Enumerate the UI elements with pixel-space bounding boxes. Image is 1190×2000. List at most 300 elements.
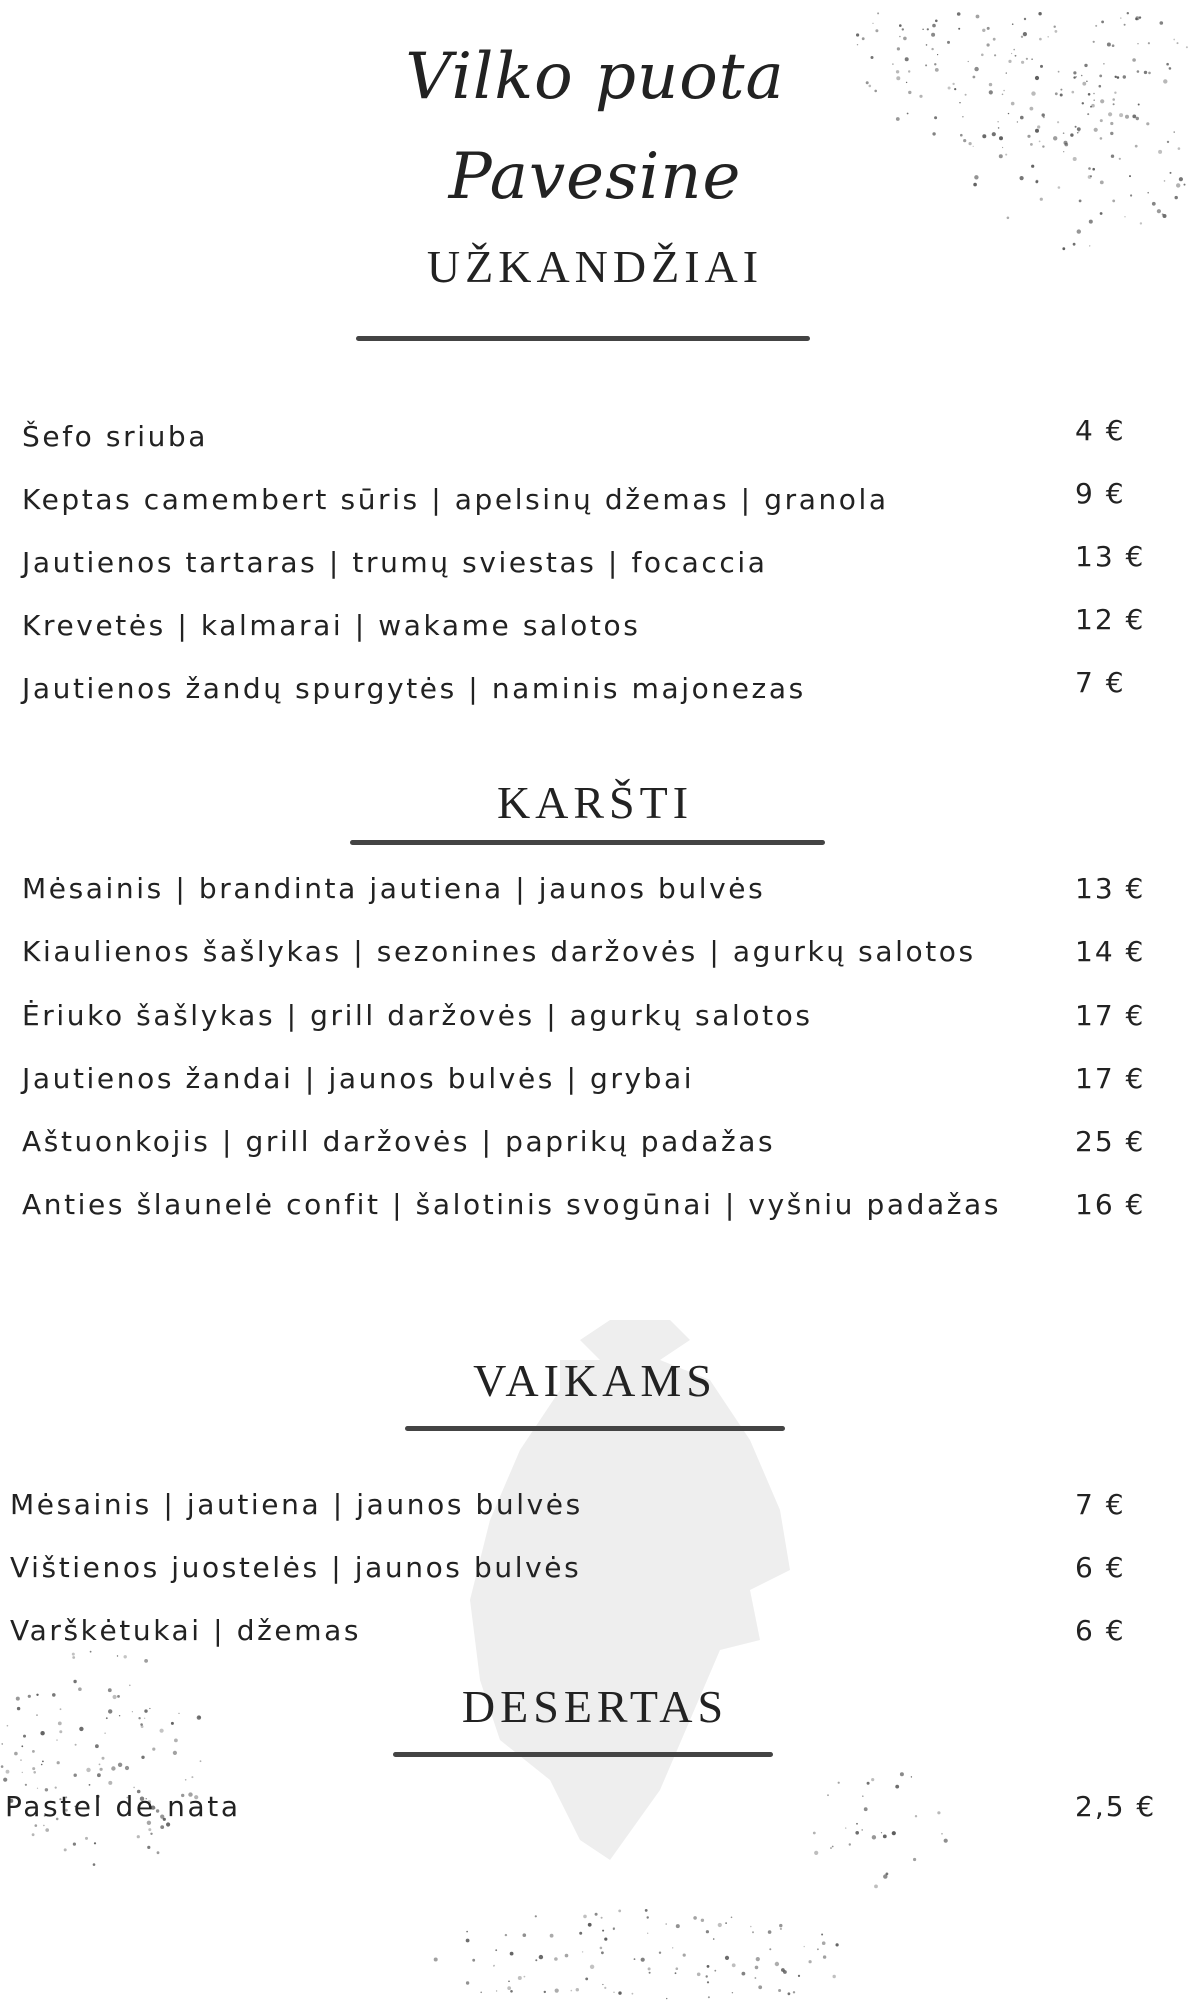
speckle-dot — [57, 1761, 60, 1764]
speckle-dot — [768, 1930, 772, 1934]
speckle-dot — [75, 1744, 77, 1746]
speckle-dot — [892, 1831, 896, 1835]
speckle-dot — [510, 1952, 514, 1956]
speckle-dot — [731, 1917, 733, 1919]
speckle-dot — [85, 1837, 88, 1840]
menu-item-price: 25 € — [1075, 1125, 1146, 1158]
speckle-dot — [775, 1962, 779, 1966]
menu-item-name: Ėriuko šašlykas | grill daržovės | agurkų salotos — [22, 999, 813, 1032]
speckle-dot — [867, 1782, 870, 1785]
speckle-dot — [779, 1924, 782, 1927]
speckle-dot — [1120, 17, 1121, 18]
speckle-dot — [845, 1827, 846, 1828]
speckle-dot — [25, 1784, 27, 1786]
speckle-dot — [595, 1913, 598, 1916]
speckle-dot — [632, 1993, 634, 1995]
speckle-dot — [493, 1965, 494, 1966]
speckle-dot — [174, 1739, 178, 1743]
speckle-dot — [659, 1952, 661, 1954]
speckle-dot — [833, 1975, 836, 1978]
speckle-dot — [649, 1972, 651, 1974]
menu-item-name: Keptas camembert sūris | apelsinų džemas | granola — [22, 483, 889, 516]
menu-item-name: Jautienos žandų spurgytės | naminis majonezas — [22, 672, 806, 705]
speckle-dot — [862, 1795, 864, 1797]
speckle-dot — [466, 1981, 469, 1984]
speckle-dot — [64, 1848, 67, 1851]
speckle-dot — [466, 1939, 470, 1943]
restaurant-name-line2: Pavesine — [448, 140, 742, 214]
speckle-dot — [86, 1768, 90, 1772]
speckle-dot — [604, 1987, 606, 1989]
speckle-dot — [725, 1956, 729, 1960]
speckle-dot — [935, 20, 938, 23]
speckle-dot — [200, 1760, 202, 1762]
speckle-dot — [1077, 132, 1079, 134]
speckle-dot — [913, 1858, 916, 1861]
speckle-dot — [466, 1931, 468, 1933]
speckle-dot — [958, 28, 960, 30]
speckle-dot — [583, 1915, 587, 1919]
speckle-dot — [22, 1772, 23, 1773]
speckle-dot — [672, 1947, 673, 1948]
speckle-dot — [539, 1955, 543, 1959]
speckle-dot — [793, 1991, 795, 1993]
speckle-dot — [755, 1966, 759, 1970]
speckle-dot — [895, 1785, 899, 1789]
speckle-dot — [809, 1960, 812, 1963]
menu-item-name: Anties šlaunelė confit | šalotinis svogūnai | vyšniu padažas — [22, 1188, 1002, 1221]
speckle-dot — [111, 1766, 115, 1770]
speckle-dot — [1101, 21, 1104, 24]
speckle-dot — [648, 1967, 651, 1970]
section-divider — [405, 1426, 785, 1431]
speckle-dot — [849, 1843, 851, 1845]
speckle-dot — [875, 29, 878, 32]
speckle-dot — [1139, 16, 1141, 18]
speckle-dot — [871, 1778, 874, 1781]
speckle-dot — [505, 1934, 507, 1936]
speckle-dot — [1125, 115, 1129, 119]
speckle-dot — [137, 1835, 140, 1838]
menu-item-name: Jautienos tartaras | trumų sviestas | focaccia — [22, 546, 768, 579]
speckle-dot — [117, 1655, 118, 1656]
speckle-dot — [675, 1972, 677, 1974]
speckle-dot — [922, 29, 923, 30]
speckle-dot — [647, 1933, 648, 1934]
speckle-dot — [1077, 127, 1081, 131]
speckle-dot — [1132, 115, 1136, 119]
speckle-dot — [718, 1923, 722, 1927]
speckle-dot — [601, 1917, 603, 1919]
menu-item-price: 13 € — [1075, 540, 1146, 573]
speckle-dot — [665, 1923, 667, 1925]
menu-item-price: 12 € — [1075, 603, 1146, 636]
speckle-dot — [645, 1909, 648, 1912]
speckle-dot — [89, 1784, 91, 1786]
speckle-dot — [732, 1963, 736, 1967]
speckle-dot — [613, 1928, 615, 1930]
section-divider — [393, 1752, 773, 1757]
speckle-dot — [152, 1748, 155, 1751]
speckle-dot — [861, 1829, 863, 1831]
speckle-dot — [1094, 128, 1098, 132]
speckle-dot — [780, 1928, 782, 1930]
speckle-dot — [647, 1916, 649, 1918]
speckle-dot — [1078, 131, 1079, 132]
speckle-dot — [95, 1744, 99, 1748]
speckle-dot — [97, 1773, 101, 1777]
speckle-dot — [508, 1981, 510, 1983]
speckle-dot — [1035, 129, 1039, 133]
speckle-dot — [872, 1835, 876, 1839]
menu-item-price: 4 € — [1075, 414, 1126, 447]
speckle-dot — [1021, 36, 1023, 38]
speckle-dot — [495, 1949, 497, 1951]
speckle-dot — [750, 1926, 752, 1928]
speckle-dot — [1017, 121, 1018, 122]
speckle-dot — [535, 1959, 537, 1961]
speckle-dot — [108, 1781, 112, 1785]
speckle-dot — [133, 1787, 135, 1789]
speckle-dot — [518, 1976, 522, 1980]
speckle-dot — [902, 28, 904, 30]
speckle-dot — [157, 1851, 160, 1854]
speckle-dot — [73, 1843, 76, 1846]
speckle-dot — [550, 1934, 554, 1938]
section-divider — [356, 336, 810, 341]
speckle-dot — [56, 1739, 57, 1740]
menu-item-price: 17 € — [1075, 1062, 1146, 1095]
speckle-dot — [769, 1948, 771, 1950]
menu-item-name: Krevetės | kalmarai | wakame salotos — [22, 609, 641, 642]
speckle-dot — [992, 132, 996, 136]
speckle-dot — [911, 1776, 912, 1777]
menu-item-name: Aštuonkojis | grill daržovės | paprikų padažas — [22, 1125, 776, 1158]
speckle-dot — [3, 1778, 7, 1782]
speckle-dot — [21, 1745, 23, 1747]
speckle-dot — [1163, 214, 1167, 218]
speckle-dot — [150, 1833, 152, 1835]
speckle-dot — [932, 24, 936, 28]
speckle-dot — [976, 15, 980, 19]
menu-item-name: Varškėtukai | džemas — [10, 1614, 362, 1647]
speckle-dot — [881, 1832, 882, 1833]
speckle-dot — [804, 1946, 805, 1947]
menu-item-name: Vištienos juostelės | jaunos bulvės — [10, 1551, 582, 1584]
speckle-dot — [1075, 126, 1077, 128]
speckle-dot — [1140, 222, 1142, 224]
speckle-dot — [1110, 132, 1113, 135]
speckle-dot — [191, 1776, 193, 1778]
speckle-dot — [676, 1967, 679, 1970]
menu-item-name: Jautienos žandai | jaunos bulvės | grybai — [22, 1062, 695, 1095]
speckle-dot — [641, 1958, 645, 1962]
speckle-dot — [43, 1825, 44, 1826]
menu-item-price: 14 € — [1075, 935, 1146, 968]
speckle-dot — [821, 1934, 823, 1936]
speckle-dot — [480, 1992, 482, 1994]
speckle-dot — [877, 12, 879, 14]
speckle-dot — [523, 1933, 527, 1937]
speckle-dot — [899, 36, 901, 38]
speckle-dot — [755, 1977, 757, 1979]
menu-item-price: 6 € — [1075, 1614, 1126, 1647]
menu-item-name: Mėsainis | jautiena | jaunos bulvės — [10, 1488, 583, 1521]
speckle-dot — [706, 1930, 709, 1933]
speckle-dot — [496, 1990, 497, 1991]
section-title-desertas: DESERTAS — [461, 1681, 729, 1732]
speckle-dot — [830, 1847, 832, 1849]
speckle-dot — [55, 1787, 57, 1789]
speckle-dot — [33, 1771, 36, 1774]
speckle-dot — [874, 1885, 878, 1889]
speckle-dot — [555, 1989, 559, 1993]
speckle-dot — [74, 1774, 77, 1777]
speckle-dot — [41, 1764, 43, 1766]
speckle-dot — [714, 1970, 716, 1972]
speckle-dot — [434, 1958, 438, 1962]
speckle-dot — [822, 1941, 826, 1945]
speckle-dot — [45, 1828, 49, 1832]
speckle-dot — [1043, 116, 1045, 118]
speckle-dot — [1055, 30, 1058, 33]
speckle-dot — [590, 1965, 594, 1969]
speckle-dot — [827, 1794, 829, 1796]
menu-item-price: 7 € — [1075, 1488, 1126, 1521]
speckle-dot — [100, 1768, 103, 1771]
speckle-dot — [725, 1922, 727, 1924]
speckle-dot — [856, 33, 859, 36]
speckle-dot — [997, 121, 998, 122]
speckle-dot — [1027, 135, 1030, 138]
speckle-dot — [588, 1923, 592, 1927]
speckle-dot — [915, 1815, 917, 1817]
speckle-dot — [896, 117, 900, 121]
speckle-dot — [102, 1757, 105, 1760]
speckle-dot — [72, 1653, 75, 1656]
speckle-dot — [1124, 24, 1126, 26]
speckle-dot — [1007, 217, 1010, 220]
speckle-dot — [982, 134, 986, 138]
speckle-dot — [1047, 36, 1049, 38]
speckle-dot — [35, 1824, 38, 1827]
speckle-dot — [582, 1951, 583, 1952]
speckle-dot — [832, 1846, 834, 1848]
menu-item-price: 17 € — [1075, 999, 1146, 1032]
speckle-dot — [742, 1972, 746, 1976]
speckle-dot — [1054, 26, 1056, 28]
speckle-dot — [960, 134, 963, 137]
speckle-dot — [1089, 220, 1093, 224]
speckle-dot — [1174, 131, 1175, 132]
speckle-dot — [32, 1833, 35, 1836]
speckle-dot — [565, 1954, 569, 1958]
speckle-dot — [788, 1992, 791, 1995]
speckle-dot — [160, 1825, 164, 1829]
speckle-dot — [1077, 229, 1081, 233]
speckle-dot — [1023, 32, 1027, 36]
speckle-dot — [713, 1938, 715, 1940]
speckle-dot — [934, 116, 937, 119]
speckle-dot — [937, 1811, 940, 1814]
speckle-dot — [602, 1930, 604, 1932]
speckle-dot — [701, 1919, 704, 1922]
speckle-dot — [613, 1992, 614, 1993]
speckle-dot — [579, 1932, 582, 1935]
speckle-dot — [1100, 119, 1103, 122]
speckle-dot — [99, 1764, 101, 1766]
speckle-dot — [855, 1831, 859, 1835]
speckle-dot — [20, 1759, 22, 1761]
speckle-dot — [783, 1970, 787, 1974]
speckle-dot — [571, 1990, 573, 1992]
speckle-dot — [756, 1957, 760, 1961]
speckle-dot — [778, 1989, 781, 1992]
speckle-dot — [93, 1863, 96, 1866]
menu-item-price: 9 € — [1075, 477, 1126, 510]
speckle-dot — [173, 1751, 177, 1755]
menu-item-name: Pastel de nata — [5, 1790, 241, 1823]
menu-item-name: Šefo sriuba — [22, 420, 209, 453]
speckle-dot — [823, 1955, 826, 1958]
section-title-vaikams: VAIKAMS — [473, 1355, 717, 1406]
speckle-dot — [707, 1981, 709, 1983]
speckle-dot — [1095, 25, 1097, 27]
section-divider — [350, 840, 825, 845]
speckle-dot — [883, 1835, 887, 1839]
speckle-dot — [927, 28, 929, 30]
speckle-dot — [932, 132, 935, 135]
speckle-dot — [1063, 132, 1065, 134]
speckle-dot — [941, 1833, 943, 1835]
speckle-dot — [697, 1973, 701, 1977]
speckle-dot — [472, 1959, 475, 1962]
speckle-dot — [118, 1763, 122, 1767]
speckle-dot — [42, 1761, 44, 1763]
speckle-dot — [666, 1998, 667, 1999]
speckle-dot — [1136, 117, 1139, 120]
speckle-dot — [707, 1965, 710, 1968]
speckle-dot — [185, 1779, 187, 1781]
speckle-dot — [708, 1996, 710, 1998]
speckle-dot — [944, 1839, 948, 1843]
speckle-dot — [1110, 122, 1113, 125]
speckle-dot — [124, 1655, 127, 1658]
speckle-dot — [836, 1943, 839, 1946]
menu-item-price: 7 € — [1075, 666, 1126, 699]
speckle-dot — [1020, 116, 1024, 120]
speckle-dot — [32, 1750, 35, 1753]
speckle-dot — [6, 1770, 10, 1774]
menu-item-price: 2,5 € — [1075, 1790, 1157, 1823]
speckle-dot — [37, 1788, 38, 1789]
speckle-dot — [962, 116, 963, 117]
speckle-dot — [1135, 16, 1139, 20]
speckle-dot — [585, 1978, 588, 1981]
speckle-dot — [900, 1772, 904, 1776]
speckle-dot — [14, 1752, 18, 1756]
speckle-dot — [931, 33, 935, 37]
speckle-dot — [1146, 122, 1149, 125]
menu-item-price: 13 € — [1075, 872, 1146, 905]
speckle-dot — [814, 1851, 818, 1855]
section-title-karsti: KARŠTI — [496, 777, 694, 828]
speckle-dot — [507, 1986, 511, 1990]
speckle-dot — [838, 1782, 840, 1784]
speckle-dot — [554, 1957, 558, 1961]
speckle-dot — [676, 1924, 680, 1928]
speckle-dot — [693, 1916, 697, 1920]
speckle-dot — [987, 27, 990, 30]
speckle-dot — [576, 1988, 579, 1991]
speckle-dot — [125, 1766, 129, 1770]
speckle-dot — [141, 1756, 144, 1759]
speckle-dot — [510, 1990, 513, 1993]
speckle-dot — [1012, 23, 1014, 25]
speckle-dot — [1070, 133, 1073, 136]
section-title-uzkandziai: UŽKANDŽIAI — [426, 241, 764, 292]
speckle-dot — [1127, 12, 1129, 14]
speckle-dot — [618, 1991, 621, 1994]
speckle-dot — [634, 1958, 636, 1960]
speckle-dot — [817, 1948, 819, 1950]
speckle-dot — [94, 1842, 96, 1844]
speckle-dot — [998, 127, 1000, 129]
speckle-dot — [732, 1992, 733, 1993]
speckle-dot — [864, 1807, 868, 1811]
menu-item-price: 6 € — [1075, 1551, 1126, 1584]
speckle-dot — [706, 1975, 708, 1977]
menu-item-name: Kiaulienos šašlykas | sezonines daržovės | agurkų salotos — [22, 935, 976, 968]
speckle-dot — [604, 1938, 607, 1941]
speckle-dot — [1160, 21, 1164, 25]
speckle-dot — [600, 1947, 603, 1950]
speckle-dot — [1124, 216, 1125, 217]
speckle-dot — [899, 24, 902, 27]
speckle-dot — [872, 23, 873, 24]
speckle-dot — [683, 1954, 686, 1957]
speckle-dot — [2, 1743, 3, 1744]
speckle-dot — [524, 1976, 526, 1978]
speckle-dot — [144, 1659, 148, 1663]
speckle-dot — [856, 1823, 858, 1825]
speckle-dot — [1057, 121, 1059, 123]
speckle-dot — [886, 1873, 889, 1876]
speckle-dot — [32, 1767, 35, 1770]
speckle-dot — [1038, 12, 1041, 15]
speckle-dot — [601, 1951, 604, 1954]
speckle-dot — [1037, 125, 1040, 128]
speckle-dot — [602, 1984, 603, 1985]
speckle-dot — [23, 1735, 26, 1738]
speckle-dot — [166, 1822, 170, 1826]
menu-item-price: 16 € — [1075, 1188, 1146, 1221]
speckle-dot — [752, 1931, 754, 1933]
speckle-dot — [618, 1910, 621, 1913]
speckle-dot — [758, 1985, 762, 1989]
speckle-dot — [813, 1832, 816, 1835]
speckle-dot — [798, 1975, 800, 1977]
speckle-dot — [544, 1991, 546, 1993]
speckle-dot — [72, 1656, 75, 1659]
speckle-dot — [535, 1915, 537, 1917]
speckle-dot — [90, 1651, 92, 1653]
speckle-dot — [982, 29, 985, 32]
menu-item-name: Mėsainis | brandinta jautiena | jaunos bulvės — [22, 872, 766, 905]
speckle-dot — [148, 1828, 151, 1831]
restaurant-name-line1: Vilko puota — [405, 40, 785, 114]
speckle-dot — [1, 1765, 4, 1768]
